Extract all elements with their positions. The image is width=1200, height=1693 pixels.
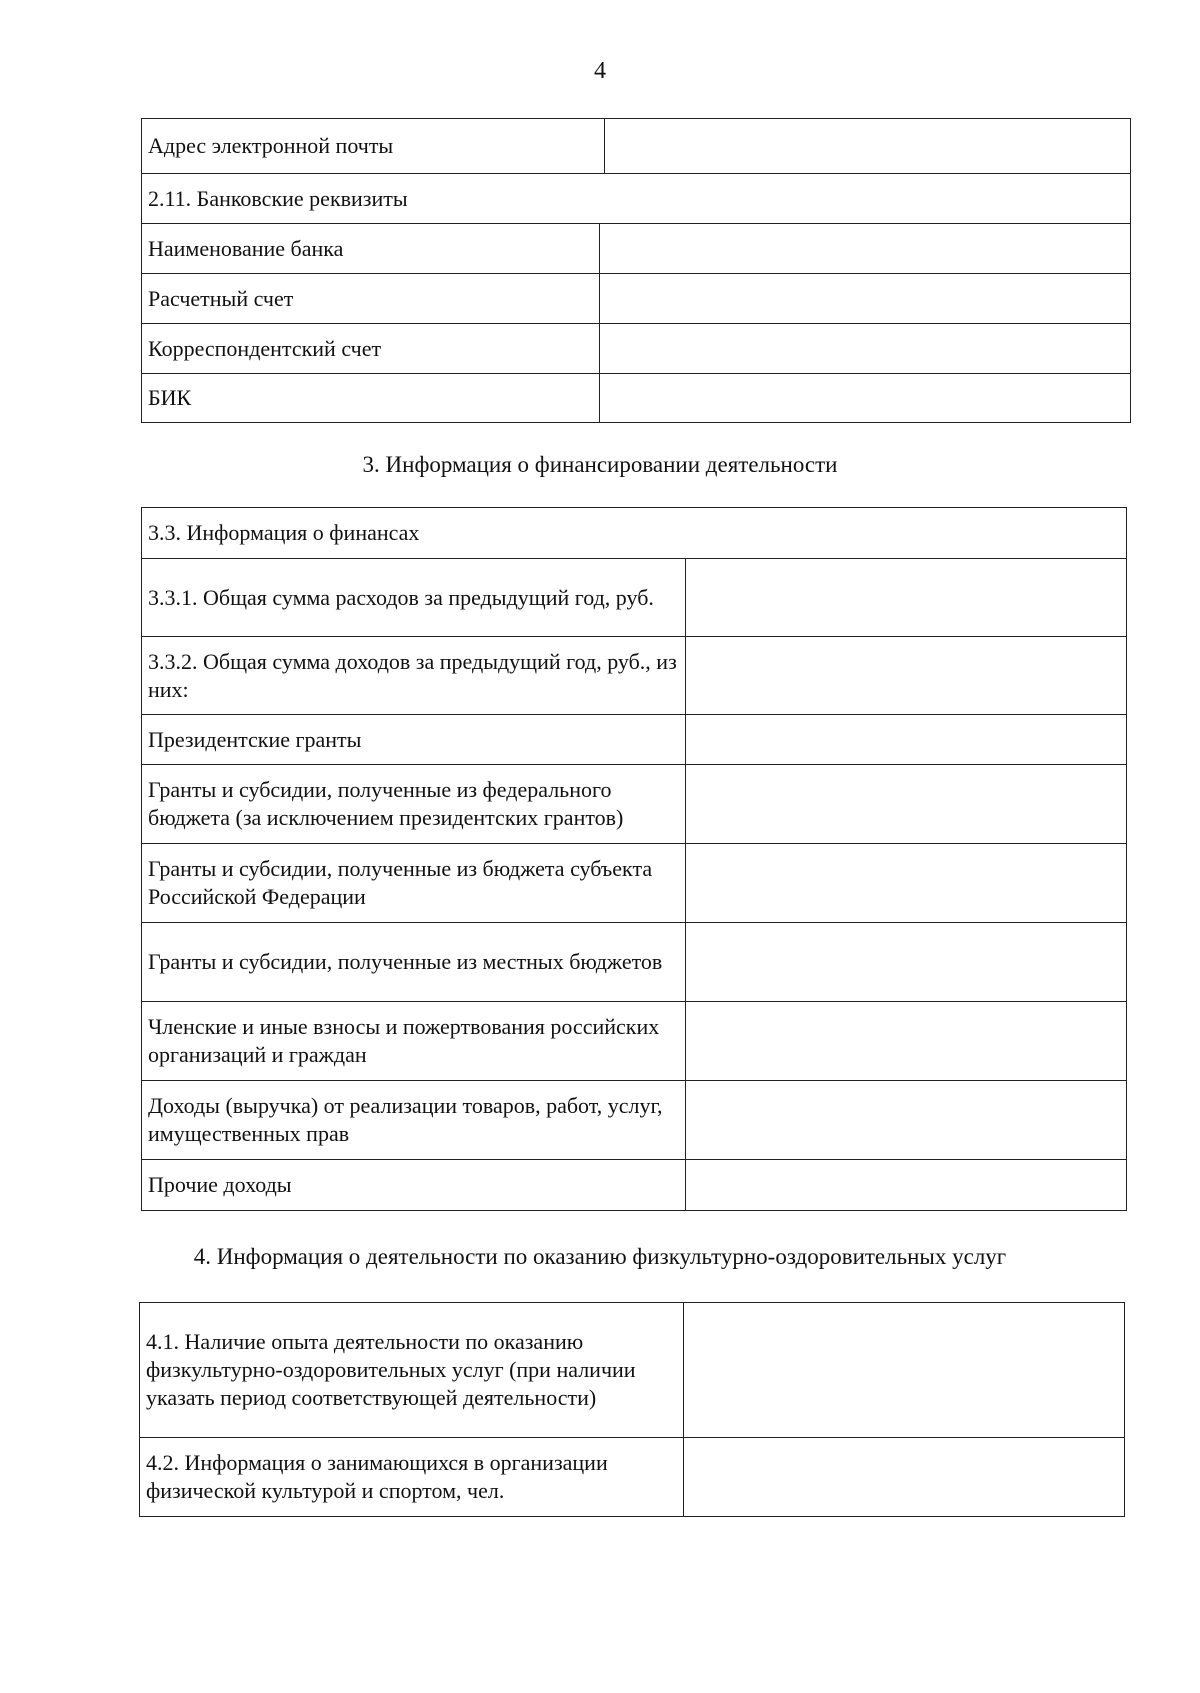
bank-details-heading: 2.11. Банковские реквизиты — [142, 174, 1131, 224]
table-row — [142, 559, 1127, 637]
table-row — [142, 119, 1131, 174]
activity-table — [139, 1302, 1125, 1517]
table-row — [142, 715, 1127, 765]
total-expenses-label: 3.3.1. Общая сумма расходов за предыдущий год, руб. — [142, 559, 686, 637]
other-income-field[interactable] — [686, 1160, 1127, 1211]
participants-field[interactable] — [684, 1438, 1125, 1517]
contacts-table — [141, 118, 1131, 174]
total-income-label: 3.3.2. Общая сумма доходов за предыдущий год, руб., из них: — [142, 637, 686, 715]
table-row — [142, 637, 1127, 715]
presidential-grants-label: Президентские гранты — [142, 715, 686, 765]
membership-fees-field[interactable] — [686, 1002, 1127, 1081]
page-number: 4 — [594, 58, 606, 84]
table-row — [140, 1438, 1125, 1517]
other-income-label: Прочие доходы — [142, 1160, 686, 1211]
table-row — [142, 844, 1127, 923]
regional-grants-field[interactable] — [686, 844, 1127, 923]
table-row — [142, 765, 1127, 844]
federal-grants-field[interactable] — [686, 765, 1127, 844]
table-row — [142, 274, 1131, 324]
local-grants-field[interactable] — [686, 923, 1127, 1002]
table-row — [142, 1081, 1127, 1160]
table-row — [140, 1303, 1125, 1438]
settlement-account-label: Расчетный счет — [142, 274, 600, 324]
participants-label: 4.2. Информация о занимающихся в организации физической культурой и спортом, чел. — [140, 1438, 684, 1517]
table-row — [142, 1160, 1127, 1211]
table-row — [142, 374, 1131, 423]
federal-grants-label: Гранты и субсидии, полученные из федерального бюджета (за исключением президентских грантов) — [142, 765, 686, 844]
total-income-field[interactable] — [686, 637, 1127, 715]
sales-revenue-label: Доходы (выручка) от реализации товаров, работ, услуг, имущественных прав — [142, 1081, 686, 1160]
table-row — [142, 923, 1127, 1002]
section-4-title: 4. Информация о деятельности по оказанию физкультурно-оздоровительных услуг — [193, 1244, 1007, 1269]
bank-name-field[interactable] — [600, 224, 1131, 274]
email-label: Адрес электронной почты — [142, 119, 605, 174]
finance-heading: 3.3. Информация о финансах — [142, 508, 1127, 559]
table-row — [142, 508, 1127, 559]
membership-fees-label: Членские и иные взносы и пожертвования российских организаций и граждан — [142, 1002, 686, 1081]
bik-label: БИК — [142, 374, 600, 423]
total-expenses-field[interactable] — [686, 559, 1127, 637]
regional-grants-label: Гранты и субсидии, полученные из бюджета субъекта Российской Федерации — [142, 844, 686, 923]
experience-label: 4.1. Наличие опыта деятельности по оказанию физкультурно-оздоровительных услуг (при наличии указать период соответствующей деятельности) — [140, 1303, 684, 1438]
local-grants-label: Гранты и субсидии, полученные из местных бюджетов — [142, 923, 686, 1002]
correspondent-account-label: Корреспондентский счет — [142, 324, 600, 374]
table-row — [142, 224, 1131, 274]
bank-details-table — [141, 173, 1131, 423]
experience-field[interactable] — [684, 1303, 1125, 1438]
correspondent-account-field[interactable] — [600, 324, 1131, 374]
sales-revenue-field[interactable] — [686, 1081, 1127, 1160]
bank-name-label: Наименование банка — [142, 224, 600, 274]
finance-table — [141, 507, 1127, 1211]
settlement-account-field[interactable] — [600, 274, 1131, 324]
table-row — [142, 174, 1131, 224]
section-3-title: 3. Информация о финансировании деятельности — [362, 452, 838, 477]
presidential-grants-field[interactable] — [686, 715, 1127, 765]
email-field[interactable] — [605, 119, 1131, 174]
table-row — [142, 1002, 1127, 1081]
bik-field[interactable] — [600, 374, 1131, 423]
table-row — [142, 324, 1131, 374]
